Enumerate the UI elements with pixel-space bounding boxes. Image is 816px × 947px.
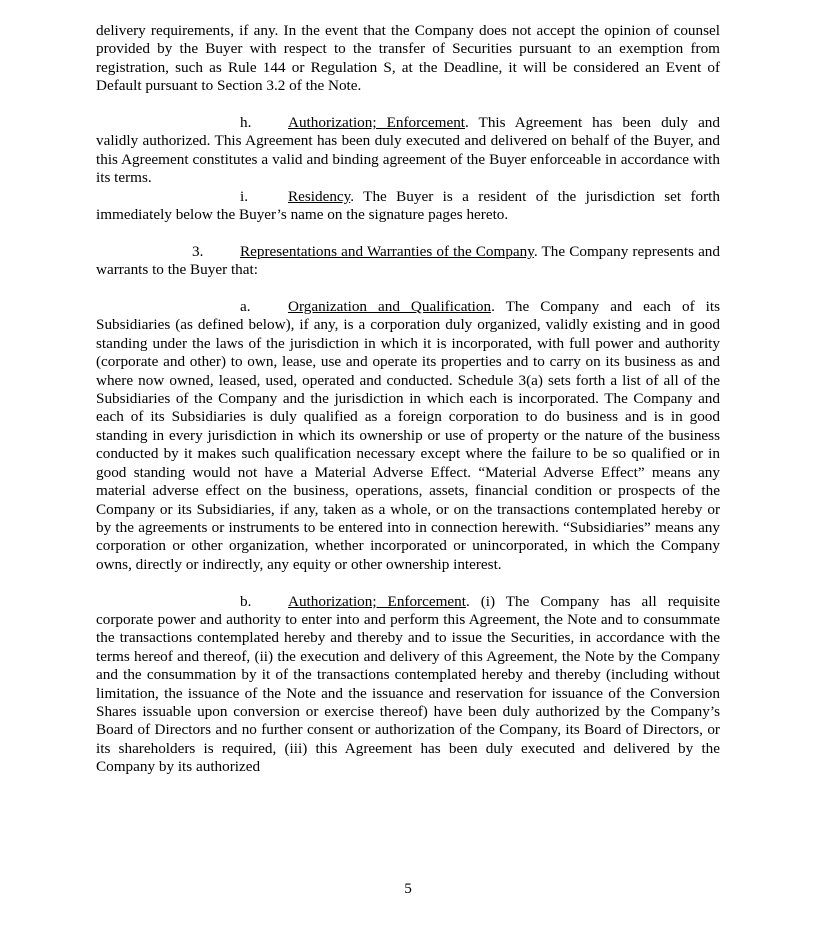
paragraph-a [96, 298, 720, 574]
page-number: 5 [404, 880, 412, 897]
paragraph-i-label: i. [240, 187, 249, 205]
paragraph-b [96, 593, 720, 777]
paragraph-a-heading: Organization and Qualification [288, 298, 492, 316]
paragraph-h-heading: Authorization; Enforcement [288, 114, 466, 132]
paragraph-b-heading: Authorization; Enforcement [288, 592, 466, 610]
paragraph-g-continuation: delivery requirements, if any. In the event that the Company does not accept the opinion of counsel provided by the Buyer with respect to the transfer of Securities pursuant to an exemption from registration, such as Rule 144 or Regulation S, at the Deadline, it will be considered an Event of Default pursuant to Section 3.2 of the Note. [96, 22, 720, 95]
section-3 [96, 243, 720, 280]
paragraph-b-label: b. [240, 592, 252, 610]
paragraph-a-label: a. [240, 298, 251, 316]
paragraph-i [96, 188, 720, 225]
paragraph-i-heading: Residency [288, 187, 351, 205]
paragraph-i-text: . The Buyer is a resident of the jurisdiction set forth immediately below the Buyer’s name on the signature pages hereto. [96, 187, 720, 224]
paragraph-h [96, 114, 720, 188]
paragraph-a-text: . The Company and each of its Subsidiaries (as defined below), if any, is a corporation duly organized, validly existing and in good standing under the laws of the jurisdiction in which it is incorporated, with full power and authority (corporate and other) to own, lease, use and operate its properties and to carry on its business as and where now owned, leased, used, operated and conducted. Schedule 3(a) sets forth a list of all of the Subsidiaries of the Company and the jurisdiction in which each is incorporated. The Company and each of its Subsidiaries is duly qualified as a foreign corporation to do business and is in good standing in every jurisdiction in which its ownership or use of property or the nature of the business conducted by it makes such qualification necessary except where the failure to be so qualified or in good standing would not have a Material Adverse Effect. “Material Adverse Effect” means any material adverse effect on the business, operations, assets, financial condition or prospects of the Company or its Subsidiaries, if any, taken as a whole, or on the transactions contemplated hereby or by the agreements or instruments to be entered into in connection herewith. “Subsidiaries” means any corporation or other organization, whether incorporated or unincorporated, in which the Company owns, directly or indirectly, any equity or other ownership interest. [96, 298, 720, 573]
section-3-text: . The Company represents and warrants to the Buyer that: [96, 242, 720, 279]
document-page [96, 22, 720, 777]
paragraph-h-text: . This Agreement has been duly and validly authorized. This Agreement has been duly executed and delivered on behalf of the Buyer, and this Agreement constitutes a valid and binding agreement of the Buyer enforceable in accordance with its terms. [96, 114, 720, 187]
paragraph-h-label: h. [240, 114, 252, 132]
paragraph-b-text: . (i) The Company has all requisite corporate power and authority to enter into and perform this Agreement, the Note and to consummate the transactions contemplated hereby and thereby and to issue the Securities, in accordance with the terms hereof and thereof, (ii) the execution and delivery of this Agreement, the Note by the Company and the consummation by it of the transactions contemplated hereby and thereby (including without limitation, the issuance of the Note and the issuance and reservation for issuance of the Conversion Shares issuable upon conversion or exercise thereof) have been duly authorized by the Company’s Board of Directors and no further consent or authorization of the Company, its Board of Directors, or its shareholders is required, (iii) this Agreement has been duly executed and delivered by the Company by its authorized [96, 592, 720, 776]
section-3-label: 3. [192, 242, 204, 260]
section-3-heading: Representations and Warranties of the Company [240, 242, 534, 260]
